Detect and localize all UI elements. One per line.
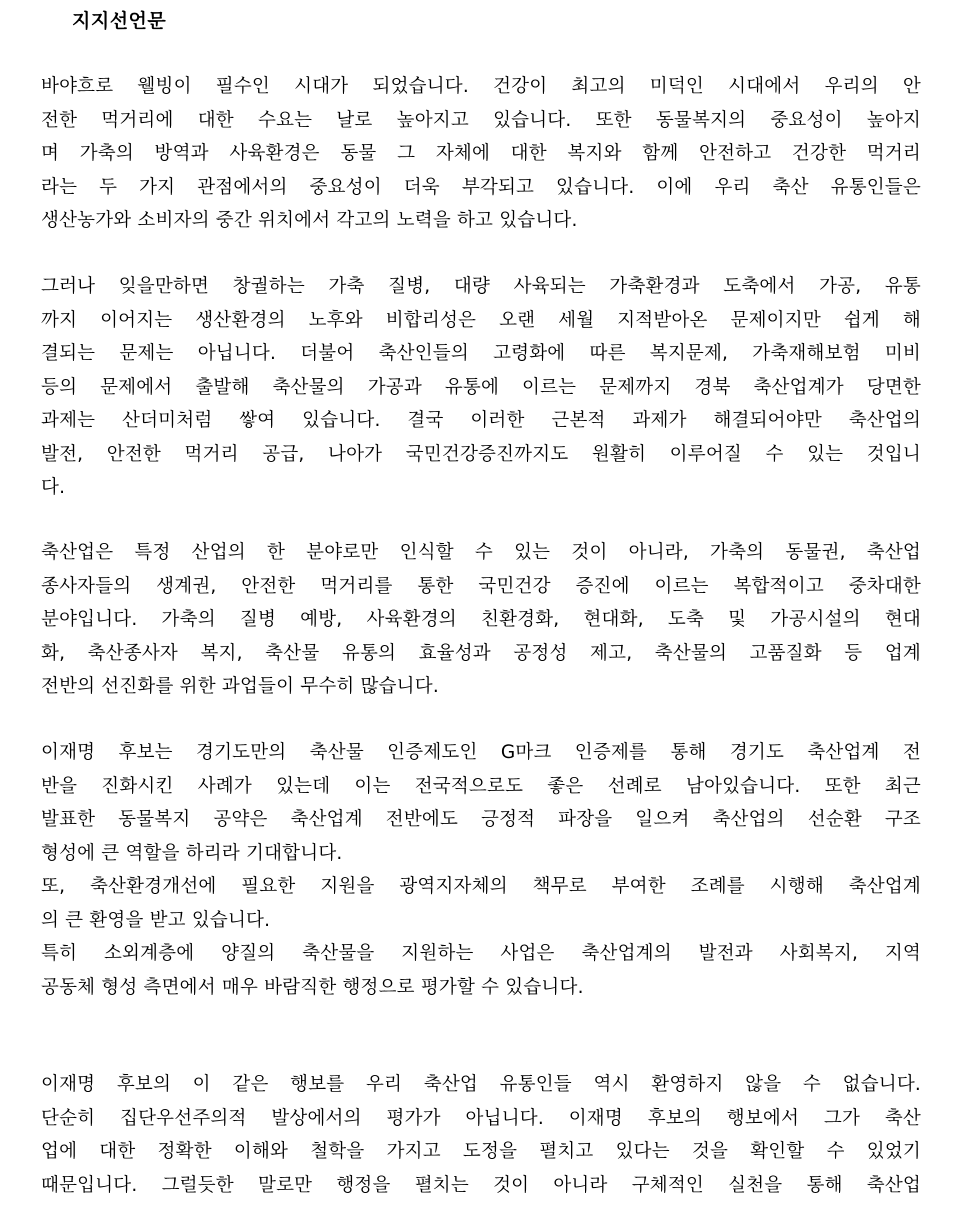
- text-line: 바야흐로 웰빙이 필수인 시대가 되었습니다. 건강이 최고의 미덕인 시대에서 우리의 안: [41, 76, 921, 97]
- paragraph-3: [41, 536, 921, 704]
- text-line: 분야입니다. 가축의 질병 예방, 사육환경의 친환경화, 현대화, 도축 및 가공시설의 현대: [41, 609, 921, 630]
- paragraph-1: [41, 70, 921, 238]
- text-line: 결되는 문제는 아닙니다. 더불어 축산인들의 고령화에 따른 복지문제, 가축재해보험 미비: [41, 343, 921, 364]
- text-line: 축산업은 특정 산업의 한 분야로만 인식할 수 있는 것이 아니라, 가축의 동물권, 축산업: [41, 542, 921, 563]
- text-line: 때문입니다. 그럴듯한 말로만 행정을 펼치는 것이 아니라 구체적인 실천을 통해 축산업: [41, 1174, 921, 1196]
- text-line: 반을 진화시킨 사례가 있는데 이는 전국적으로도 좋은 선례로 남아있습니다. 또한 최근: [41, 775, 921, 797]
- text-line: 의 큰 환영을 받고 있습니다.: [41, 909, 271, 931]
- text-line: 이재명 후보는 경기도만의 축산물 인증제도인 G마크 인증제를 통해 경기도 축산업계 전: [41, 742, 921, 763]
- text-line: 등의 문제에서 출발해 축산물의 가공과 유통에 이르는 문제까지 경북 축산업계가 당면한: [41, 376, 921, 398]
- text-line: 종사자들의 생계권, 안전한 먹거리를 통한 국민건강 증진에 이르는 복합적이고 중차대한: [41, 575, 921, 597]
- text-line: 발표한 동물복지 공약은 축산업계 전반에도 긍정적 파장을 일으켜 축산업의 선순환 구조: [41, 809, 921, 830]
- text-line: 단순히 집단우선주의적 발상에서의 평가가 아닙니다. 이재명 후보의 행보에서 그가 축산: [41, 1107, 921, 1129]
- document-title: 지지선언문: [72, 10, 167, 32]
- text-line: 특히 소외계층에 양질의 축산물을 지원하는 사업은 축산업계의 발전과 사회복지, 지역: [41, 943, 921, 964]
- text-line: 화, 축산종사자 복지, 축산물 유통의 효율성과 공정성 제고, 축산물의 고품질화 등 업계: [41, 642, 921, 664]
- text-line: 까지 이어지는 생산환경의 노후와 비합리성은 오랜 세월 지적받아온 문제이지만 쉽게 해: [41, 309, 921, 331]
- text-line: 이재명 후보의 이 같은 행보를 우리 축산업 유통인들 역시 환영하지 않을 수 없습니다.: [41, 1074, 921, 1095]
- text-line: 그러나 잊을만하면 창궐하는 가축 질병, 대량 사육되는 가축환경과 도축에서 가공, 유통: [41, 276, 921, 297]
- text-line: 과제는 산더미처럼 쌓여 있습니다. 결국 이러한 근본적 과제가 해결되어야만 축산업의: [41, 410, 921, 431]
- text-line: 생산농가와 소비자의 중간 위치에서 각고의 노력을 하고 있습니다.: [41, 210, 578, 231]
- paragraph-4: [41, 736, 921, 1004]
- text-line: 라는 두 가지 관점에서의 중요성이 더욱 부각되고 있습니다. 이에 우리 축산 유통인들은: [41, 176, 921, 198]
- text-line: 며 가축의 방역과 사육환경은 동물 그 자체에 대한 복지와 함께 안전하고 건강한 먹거리: [41, 143, 921, 164]
- paragraph-2: [41, 270, 921, 505]
- text-line: 전반의 선진화를 위한 과업들이 무수히 많습니다.: [41, 676, 439, 697]
- text-line: 형성에 큰 역할을 하리라 기대합니다.: [41, 842, 343, 864]
- text-line: 다.: [41, 477, 66, 498]
- text-line: 발전, 안전한 먹거리 공급, 나아가 국민건강증진까지도 원활히 이루어질 수 있는 것입니: [41, 443, 921, 465]
- text-line: 업에 대한 정확한 이해와 철학을 가지고 도정을 펼치고 있다는 것을 확인할 수 있었기: [41, 1141, 921, 1162]
- text-line: 전한 먹거리에 대한 수요는 날로 높아지고 있습니다. 또한 동물복지의 중요성이 높아지: [41, 109, 921, 131]
- text-line: 공동체 형성 측면에서 매우 바람직한 행정으로 평가할 수 있습니다.: [41, 976, 584, 998]
- text-line: 또, 축산환경개선에 필요한 지원을 광역지자체의 책무로 부여한 조례를 시행해 축산업계: [41, 876, 921, 897]
- paragraph-5: [41, 1068, 921, 1202]
